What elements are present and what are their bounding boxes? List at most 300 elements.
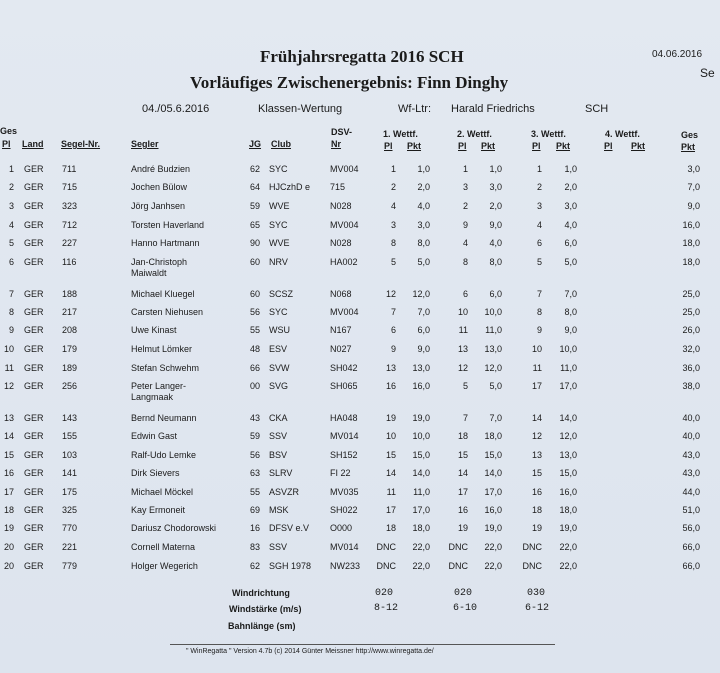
table-row (0, 468, 720, 486)
race2-points: 6,0 (489, 289, 502, 299)
club: WVE (269, 238, 290, 248)
sailor-name: Edwin Gast (131, 431, 178, 441)
dsv-number: MV014 (330, 431, 359, 441)
wind-strength-race2: 6-10 (453, 603, 478, 614)
table-row (0, 257, 720, 278)
table-row (0, 289, 720, 307)
race2-place: 3 (462, 182, 468, 192)
club: SYC (269, 164, 288, 174)
birth-year: 62 (250, 561, 261, 571)
race2-points: 12,0 (484, 363, 502, 373)
country: GER (24, 289, 44, 299)
club: DFSV e.V (269, 523, 310, 533)
country: GER (24, 182, 44, 192)
race3-place: 18 (531, 505, 542, 515)
club: ASVZR (269, 487, 300, 497)
birth-year: 65 (250, 220, 261, 230)
race3-points: 19,0 (559, 523, 577, 533)
col-race4: 4. Wettf. (605, 129, 640, 139)
race1-place: 14 (385, 468, 396, 478)
race1-place: 6 (390, 325, 396, 335)
race3-place: 1 (536, 164, 542, 174)
table-row (0, 381, 720, 402)
race2-points: 10,0 (484, 307, 502, 317)
sail-number: 188 (62, 289, 78, 299)
country: GER (24, 201, 44, 211)
sail-number: 779 (62, 561, 78, 571)
birth-year: 16 (250, 523, 261, 533)
birth-year: 66 (250, 363, 261, 373)
race2-place: DNC (448, 542, 468, 552)
club: SYC (269, 220, 288, 230)
club: SSV (269, 431, 288, 441)
race2-place: 10 (457, 307, 468, 317)
dsv-number: N167 (330, 325, 352, 335)
country: GER (24, 381, 44, 391)
birth-year: 48 (250, 344, 261, 354)
footer-credit: " WinRegatta " Version 4.7b (c) 2014 Günter Meissner http://www.winregatta.de/ (186, 648, 434, 655)
club: SSV (269, 542, 288, 552)
sail-number: 715 (62, 182, 78, 192)
race3-place: 19 (531, 523, 542, 533)
page-number: Se (700, 66, 715, 80)
country: GER (24, 487, 44, 497)
table-row (0, 542, 720, 560)
race1-place: 4 (390, 201, 396, 211)
race2-place: 11 (458, 325, 468, 335)
sail-number: 325 (62, 505, 78, 515)
club: ESV (269, 344, 288, 354)
sailor-name: Dariusz Chodorowski (131, 523, 217, 533)
birth-year: 55 (250, 487, 261, 497)
race2-place: 2 (462, 201, 468, 211)
race2-points: 8,0 (489, 257, 502, 267)
race2-place: 13 (457, 344, 468, 354)
race2-points: 19,0 (484, 523, 502, 533)
birth-year: 59 (250, 431, 261, 441)
race2-points: 16,0 (484, 505, 502, 515)
race3-points: 8,0 (564, 307, 577, 317)
wind-direction-race2: 020 (454, 588, 473, 599)
col-race4-pkt: Pkt (631, 141, 646, 151)
rank: 14 (3, 431, 14, 441)
print-date: 04.06.2016 (652, 49, 703, 60)
race1-place: 2 (390, 182, 396, 192)
sail-number: 103 (62, 450, 78, 460)
race1-points: 17,0 (412, 505, 430, 515)
sailor-name: André Budzien (131, 164, 191, 174)
course-length-label: Bahnlänge (sm) (228, 621, 296, 631)
dsv-number: MV004 (330, 307, 359, 317)
col-race4-pl: Pl (604, 141, 613, 151)
sail-number: 770 (62, 523, 78, 533)
rank: 12 (3, 381, 14, 391)
country: GER (24, 561, 44, 571)
rank: 4 (8, 220, 14, 230)
race1-place: DNC (376, 561, 396, 571)
race3-points: 11,0 (560, 363, 577, 373)
sail-number: 175 (62, 487, 78, 497)
rank: 13 (3, 413, 14, 423)
race2-points: 14,0 (484, 468, 502, 478)
country: GER (24, 431, 44, 441)
total-points: 16,0 (682, 220, 700, 230)
col-race3: 3. Wettf. (531, 129, 566, 139)
race2-place: 4 (462, 238, 468, 248)
rank: 7 (8, 289, 14, 299)
sailor-name: Uwe Kinast (131, 325, 177, 335)
race2-points: 9,0 (489, 220, 502, 230)
race3-points: 12,0 (559, 431, 577, 441)
col-land: Land (22, 139, 44, 149)
race3-points: 2,0 (564, 182, 577, 192)
race2-points: 17,0 (484, 487, 502, 497)
race1-points: 5,0 (417, 257, 430, 267)
race1-place: 12 (385, 289, 396, 299)
sailor-name: Michael Kluegel (131, 289, 195, 299)
dsv-number: SH152 (330, 450, 358, 460)
table-row (0, 201, 720, 219)
dsv-number: NW233 (330, 561, 361, 571)
club: HJCzhD e (269, 182, 311, 192)
race1-points: 6,0 (417, 325, 430, 335)
club: SVG (269, 381, 289, 391)
rank: 3 (8, 201, 14, 211)
rank: 15 (3, 450, 14, 460)
race3-place: 4 (536, 220, 542, 230)
total-points: 40,0 (682, 413, 700, 423)
col-ges-pkt-top: Ges (681, 130, 699, 140)
race3-points: 13,0 (559, 450, 577, 460)
race2-place: 18 (457, 431, 468, 441)
sail-number: 217 (62, 307, 78, 317)
dsv-number: SH065 (330, 381, 358, 391)
col-race2: 2. Wettf. (457, 129, 492, 139)
race1-place: 17 (385, 505, 396, 515)
date-range: 04./05.6.2016 (142, 103, 210, 115)
total-points: 40,0 (682, 431, 700, 441)
col-ges-pkt: Pkt (681, 142, 696, 152)
rank: 1 (8, 164, 14, 174)
race1-place: 19 (385, 413, 396, 423)
birth-year: 56 (250, 450, 261, 460)
sailor-name: Torsten Haverland (131, 220, 205, 230)
rank: 2 (8, 182, 14, 192)
race1-place: 13 (385, 363, 396, 373)
total-points: 3,0 (687, 164, 700, 174)
race3-place: DNC (522, 561, 542, 571)
dsv-number: HA048 (330, 413, 358, 423)
race1-place: 10 (385, 431, 396, 441)
race1-points: 19,0 (412, 413, 430, 423)
race2-place: 8 (462, 257, 468, 267)
table-row (0, 307, 720, 325)
race2-points: 1,0 (489, 164, 502, 174)
dsv-number: SH042 (330, 363, 358, 373)
country: GER (24, 523, 44, 533)
sailor-name: Peter Langer- (131, 381, 187, 391)
race2-points: 4,0 (489, 238, 502, 248)
race3-points: 4,0 (564, 220, 577, 230)
sailor-name: Ralf-Udo Lemke (131, 450, 197, 460)
rank: 8 (8, 307, 14, 317)
country: GER (24, 257, 44, 267)
race3-place: 8 (536, 307, 542, 317)
col-race2-pkt: Pkt (481, 141, 496, 151)
race1-points: 10,0 (412, 431, 430, 441)
footer-divider (170, 644, 555, 645)
total-points: 56,0 (682, 523, 700, 533)
sail-number: 208 (62, 325, 78, 335)
table-row (0, 344, 720, 362)
total-points: 66,0 (682, 542, 700, 552)
race3-points: 22,0 (559, 561, 577, 571)
sail-number: 711 (62, 164, 77, 174)
race2-points: 3,0 (489, 182, 502, 192)
sailor-name-cont: Langmaak (131, 392, 174, 402)
sail-number: 141 (62, 468, 78, 478)
sail-number: 143 (62, 413, 78, 423)
total-points: 51,0 (682, 505, 700, 515)
race3-points: 7,0 (564, 289, 577, 299)
race2-place: 5 (462, 381, 468, 391)
race2-points: 22,0 (484, 542, 502, 552)
country: GER (24, 450, 44, 460)
club: WVE (269, 201, 290, 211)
race1-place: 11 (386, 487, 396, 497)
race3-points: 18,0 (559, 505, 577, 515)
col-race3-pkt: Pkt (556, 141, 571, 151)
race3-place: 10 (531, 344, 542, 354)
page-subtitle: Vorläufiges Zwischenergebnis: Finn Dinghy (190, 73, 509, 92)
sailor-name: Helmut Lömker (131, 344, 193, 354)
race1-points: 15,0 (412, 450, 430, 460)
race1-points: 16,0 (412, 381, 430, 391)
dsv-number: N028 (330, 238, 352, 248)
race3-place: 15 (531, 468, 542, 478)
country: GER (24, 164, 44, 174)
race2-points: 5,0 (489, 381, 502, 391)
race2-place: DNC (448, 561, 468, 571)
total-points: 25,0 (682, 289, 700, 299)
race3-place: 16 (531, 487, 542, 497)
race1-place: 5 (390, 257, 396, 267)
race3-place: 7 (536, 289, 542, 299)
table-row (0, 325, 720, 343)
race2-points: 13,0 (484, 344, 502, 354)
sail-number: 155 (62, 431, 78, 441)
race1-points: 13,0 (412, 363, 430, 373)
race3-points: 17,0 (559, 381, 577, 391)
host-club: SCH (585, 103, 609, 115)
rank: 11 (4, 363, 14, 373)
race2-place: 17 (457, 487, 468, 497)
race2-place: 1 (462, 164, 468, 174)
race1-place: 9 (390, 344, 396, 354)
club: MSK (269, 505, 289, 515)
dsv-number: O000 (330, 523, 353, 533)
race1-points: 18,0 (412, 523, 430, 533)
sailor-name: Dirk Sievers (131, 468, 180, 478)
race3-place: 13 (531, 450, 542, 460)
table-row (0, 487, 720, 505)
race2-place: 7 (462, 413, 468, 423)
race1-place: 18 (385, 523, 396, 533)
col-club: Club (271, 139, 291, 149)
birth-year: 62 (250, 164, 261, 174)
race3-points: 9,0 (564, 325, 577, 335)
total-points: 38,0 (682, 381, 700, 391)
birth-year: 69 (250, 505, 261, 515)
country: GER (24, 325, 44, 335)
race1-points: 7,0 (417, 307, 430, 317)
table-row (0, 220, 720, 238)
total-points: 26,0 (682, 325, 700, 335)
race1-place: 1 (390, 164, 396, 174)
table-row (0, 363, 720, 381)
sailor-name: Holger Wegerich (131, 561, 198, 571)
race1-points: 3,0 (417, 220, 430, 230)
rank: 18 (3, 505, 14, 515)
race1-points: 1,0 (417, 164, 430, 174)
dsv-number: MV004 (330, 164, 359, 174)
rank: 5 (8, 238, 14, 248)
race3-points: 6,0 (564, 238, 577, 248)
race2-place: 6 (462, 289, 468, 299)
birth-year: 60 (250, 289, 261, 299)
sailor-name: Stefan Schwehm (131, 363, 200, 373)
scoring-mode: Klassen-Wertung (258, 103, 343, 115)
total-points: 18,0 (682, 257, 700, 267)
sail-number: 189 (62, 363, 78, 373)
dsv-number: N028 (330, 201, 352, 211)
race-officer-label: Wf-Ltr: (398, 103, 431, 115)
race2-points: 22,0 (484, 561, 502, 571)
col-race1: 1. Wettf. (383, 129, 418, 139)
col-segel-nr: Segel-Nr. (61, 139, 101, 149)
race1-points: 4,0 (417, 201, 430, 211)
sailor-name: Bernd Neumann (131, 413, 197, 423)
race1-place: 16 (385, 381, 396, 391)
club: SYC (269, 307, 288, 317)
race1-points: 11,0 (413, 487, 430, 497)
birth-year: 90 (250, 238, 261, 248)
wind-direction-race1: 020 (375, 588, 394, 599)
race2-place: 12 (457, 363, 468, 373)
wind-strength-label: Windstärke (m/s) (229, 604, 302, 614)
table-row (0, 450, 720, 468)
total-points: 66,0 (682, 561, 700, 571)
race3-place: 14 (531, 413, 542, 423)
race3-points: 22,0 (559, 542, 577, 552)
rank: 10 (3, 344, 14, 354)
wind-strength-race1: 8-12 (374, 603, 399, 614)
dsv-number: N068 (330, 289, 352, 299)
rank: 20 (3, 561, 14, 571)
total-points: 7,0 (687, 182, 700, 192)
race1-points: 8,0 (417, 238, 430, 248)
race3-place: 9 (536, 325, 542, 335)
dsv-number: 715 (330, 182, 346, 192)
table-row (0, 164, 720, 182)
dsv-number: MV014 (330, 542, 359, 552)
rank: 19 (3, 523, 14, 533)
sailor-name: Carsten Niehusen (131, 307, 204, 317)
sail-number: 116 (62, 257, 77, 267)
birth-year: 43 (250, 413, 261, 423)
col-dsv-top: DSV- (331, 127, 353, 137)
club: SGH 1978 (269, 561, 312, 571)
total-points: 43,0 (682, 450, 700, 460)
birth-year: 00 (250, 381, 261, 391)
race2-points: 11,0 (485, 325, 502, 335)
country: GER (24, 220, 44, 230)
sail-number: 227 (62, 238, 78, 248)
dsv-number: FI 22 (330, 468, 351, 478)
total-points: 25,0 (682, 307, 700, 317)
table-row (0, 413, 720, 431)
country: GER (24, 363, 44, 373)
col-race3-pl: Pl (532, 141, 541, 151)
race3-points: 5,0 (564, 257, 577, 267)
race2-place: 19 (457, 523, 468, 533)
dsv-number: MV004 (330, 220, 359, 230)
birth-year: 55 (250, 325, 261, 335)
club: SCSZ (269, 289, 294, 299)
total-points: 43,0 (682, 468, 700, 478)
birth-year: 59 (250, 201, 261, 211)
race3-place: 17 (531, 381, 542, 391)
race1-points: 9,0 (417, 344, 430, 354)
race2-points: 18,0 (484, 431, 502, 441)
race3-place: 6 (536, 238, 542, 248)
table-row (0, 182, 720, 200)
race3-points: 14,0 (559, 413, 577, 423)
col-race2-pl: Pl (458, 141, 467, 151)
table-row (0, 561, 720, 579)
race1-points: 22,0 (412, 561, 430, 571)
birth-year: 63 (250, 468, 261, 478)
race3-place: 11 (532, 363, 542, 373)
country: GER (24, 344, 44, 354)
col-race1-pkt: Pkt (407, 141, 422, 151)
race2-place: 16 (457, 505, 468, 515)
club: SLRV (269, 468, 293, 478)
sail-number: 221 (62, 542, 78, 552)
sailor-name: Hanno Hartmann (131, 238, 200, 248)
sailor-name: Jan-Christoph (131, 257, 188, 267)
race1-place: 3 (390, 220, 396, 230)
dsv-number: MV035 (330, 487, 359, 497)
race1-place: 15 (385, 450, 396, 460)
country: GER (24, 505, 44, 515)
rank: 6 (8, 257, 14, 267)
race3-points: 10,0 (559, 344, 577, 354)
race2-place: 9 (462, 220, 468, 230)
race2-place: 15 (457, 450, 468, 460)
race1-points: 12,0 (412, 289, 430, 299)
race1-points: 22,0 (412, 542, 430, 552)
race2-points: 15,0 (484, 450, 502, 460)
race1-place: 7 (390, 307, 396, 317)
race1-points: 2,0 (417, 182, 430, 192)
dsv-number: HA002 (330, 257, 358, 267)
rank: 16 (3, 468, 14, 478)
country: GER (24, 468, 44, 478)
rank: 17 (3, 487, 14, 497)
race3-points: 3,0 (564, 201, 577, 211)
race1-place: DNC (376, 542, 396, 552)
